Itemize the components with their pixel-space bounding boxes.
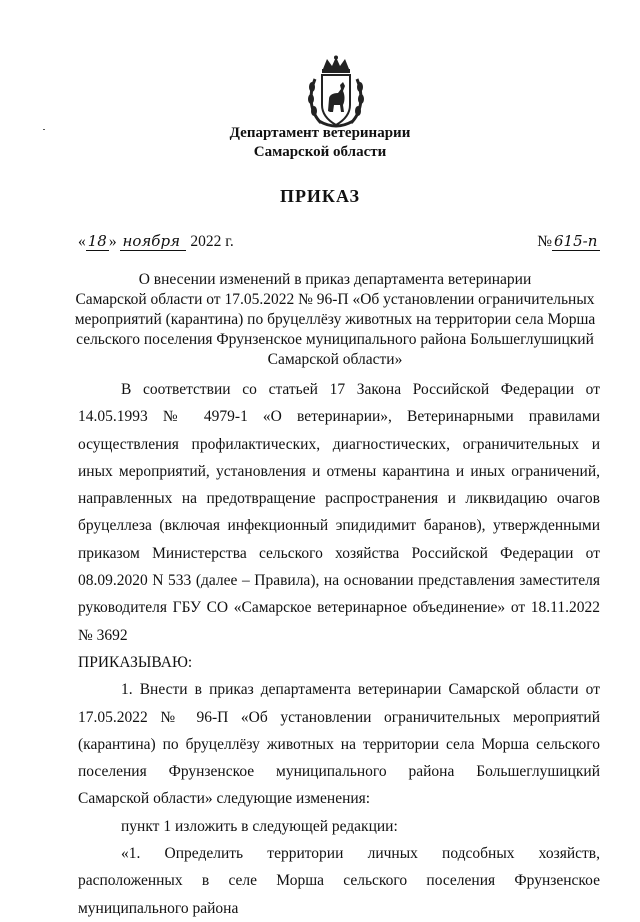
order-date [78,232,234,251]
date-year: 2022 г. [190,233,234,250]
order-number [537,232,600,251]
org-name-line1: Департамент ветеринарии [229,125,411,141]
date-month: ноября [120,232,186,251]
date-day: 18 [87,232,107,250]
document-title: ПРИКАЗ [279,186,361,206]
number-prefix: № [537,233,552,250]
order-subject [70,270,600,370]
item-1-quote-paragraph: «1. Определить территории личных подсобных хозяйств, расположенных в селе Морша сельского поселения Фрунзенское муниципального района [78,845,600,917]
coat-of-arms-icon [305,55,367,131]
order-word: ПРИКАЗЫВАЮ: [78,653,193,671]
order-body [78,376,600,922]
org-name-line2: Самарской области [253,144,387,160]
date-open-quote: « [78,233,86,250]
preamble-paragraph: В соответствии со статьей 17 Закона Российской Федерации от 14.05.1993 № 4979-1 «О ветеринарии», Ветеринарными правилами осуществления профилактических, диагностических, ограничительных и иных мероприятий, установления и отмены карантина и иных ограничений, направленных на предотвращение распространения и ликвидацию очагов бруцеллеза (включая инфекционный эпидидимит баранов), утвержденными приказом Министерства сельского хозяйства Российской Федерации от 08.09.2020 N 533 (далее – Правила), на основании представления заместителя руководителя ГБУ СО «Самарское ветеринарное объединение» от 18.11.2022 № 3692 [78,381,600,644]
date-close-quote: » [108,233,117,250]
subject-line: О внесении изменений в приказ департамента ветеринарии [138,271,532,288]
subject-line: Самарской области» [267,351,403,368]
subject-line: мероприятий (карантина) по бруцеллёзу животных на территории села Морша [74,311,596,328]
subject-line: сельского поселения Фрунзенское муниципального района Большеглушицкий [76,331,594,348]
number-value: 615-п [552,232,600,251]
item-1-paragraph: 1. Внести в приказ департамента ветеринарии Самарской области от 17.05.2022 № 96-П «Об установлении ограничительных мероприятий (карантина) по бруцеллёзу животных на территории села Морша сельского поселения Фрунзенское муниципального района Большеглушицкий Самарской области» следующие изменения: [78,681,600,808]
subject-line: Самарской области от 17.05.2022 № 96-П «Об установлении ограничительных [75,291,595,308]
item-1-subparagraph: пункт 1 изложить в следующей редакции: [121,817,398,835]
